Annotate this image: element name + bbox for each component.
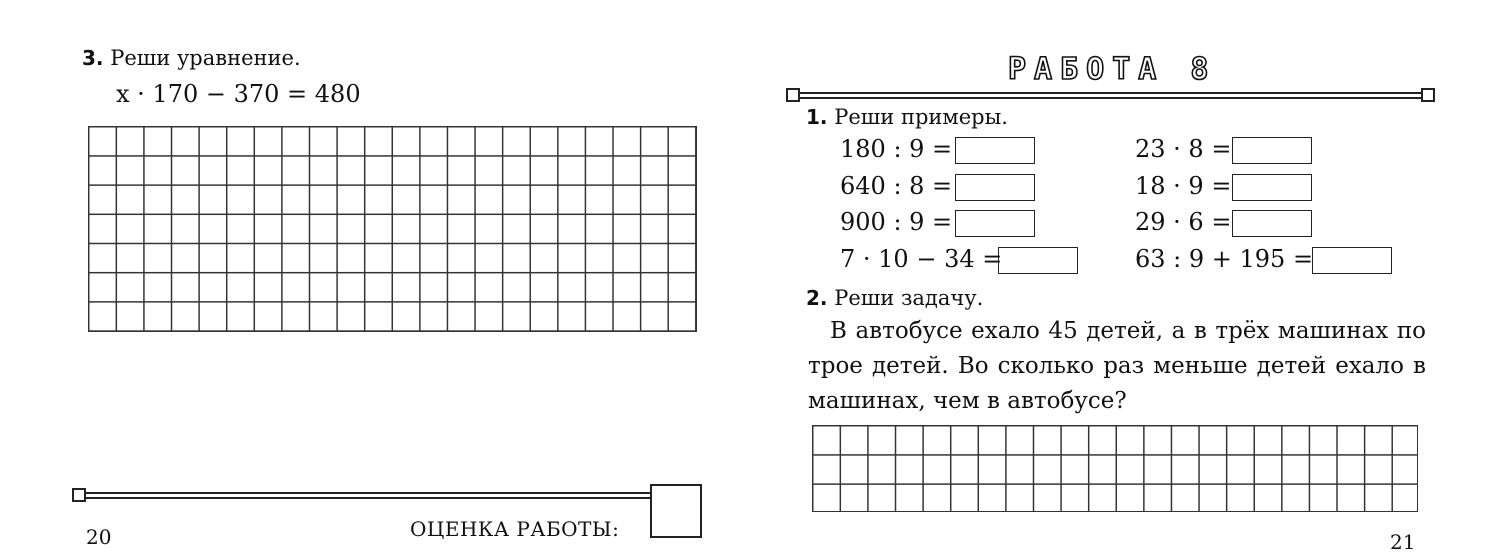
- task-number: 1.: [806, 105, 828, 129]
- example-expression: 29 · 6 =: [1135, 208, 1232, 236]
- answer-box[interactable]: [1232, 174, 1312, 201]
- answer-box[interactable]: [998, 247, 1078, 274]
- answer-box[interactable]: [1232, 210, 1312, 237]
- rule-end-square: [1421, 88, 1435, 102]
- task-instruction: Реши примеры.: [834, 105, 1008, 129]
- task-number: 2.: [806, 286, 828, 310]
- example-expression: 640 : 8 =: [840, 172, 953, 200]
- rule-end-square: [786, 88, 800, 102]
- answer-grid-right[interactable]: [812, 425, 1418, 512]
- task-2-heading: [806, 286, 983, 310]
- work-title: РАБОТА 8: [1008, 52, 1217, 87]
- example-expression: 180 : 9 =: [840, 135, 953, 163]
- word-problem: В автобусе ехало 45 детей, а в трёх машинах по трое детей. Во сколько раз меньше детей ехало в машинах, чем в автобусе?: [808, 318, 1426, 414]
- example-expression: 7 · 10 − 34 =: [840, 245, 1003, 273]
- answer-grid-left[interactable]: [88, 126, 697, 332]
- example-expression: 23 · 8 =: [1135, 135, 1232, 163]
- answer-box[interactable]: [1232, 137, 1312, 164]
- answer-box[interactable]: [1312, 247, 1392, 274]
- title-rule: [800, 92, 1422, 99]
- task-1-heading: [806, 105, 1008, 129]
- example-expression: 18 · 9 =: [1135, 172, 1232, 200]
- grade-label: ОЦЕНКА РАБОТЫ:: [410, 517, 620, 541]
- example-expression: 63 : 9 + 195 =: [1135, 245, 1314, 273]
- answer-box[interactable]: [955, 137, 1035, 164]
- example-expression: 900 : 9 =: [840, 208, 953, 236]
- equation: x · 170 − 370 = 480: [116, 80, 361, 108]
- task-3-heading: [82, 46, 301, 70]
- grade-box[interactable]: [650, 484, 702, 538]
- page-number-right: 21: [1390, 530, 1416, 554]
- answer-box[interactable]: [955, 174, 1035, 201]
- answer-box[interactable]: [955, 210, 1035, 237]
- task-instruction: Реши уравнение.: [110, 46, 301, 70]
- rule-end-square: [72, 488, 86, 502]
- page-number-left: 20: [86, 525, 112, 549]
- task-number: 3.: [82, 46, 104, 70]
- bottom-rule-left: [86, 492, 650, 499]
- task-instruction: Реши задачу.: [834, 286, 984, 310]
